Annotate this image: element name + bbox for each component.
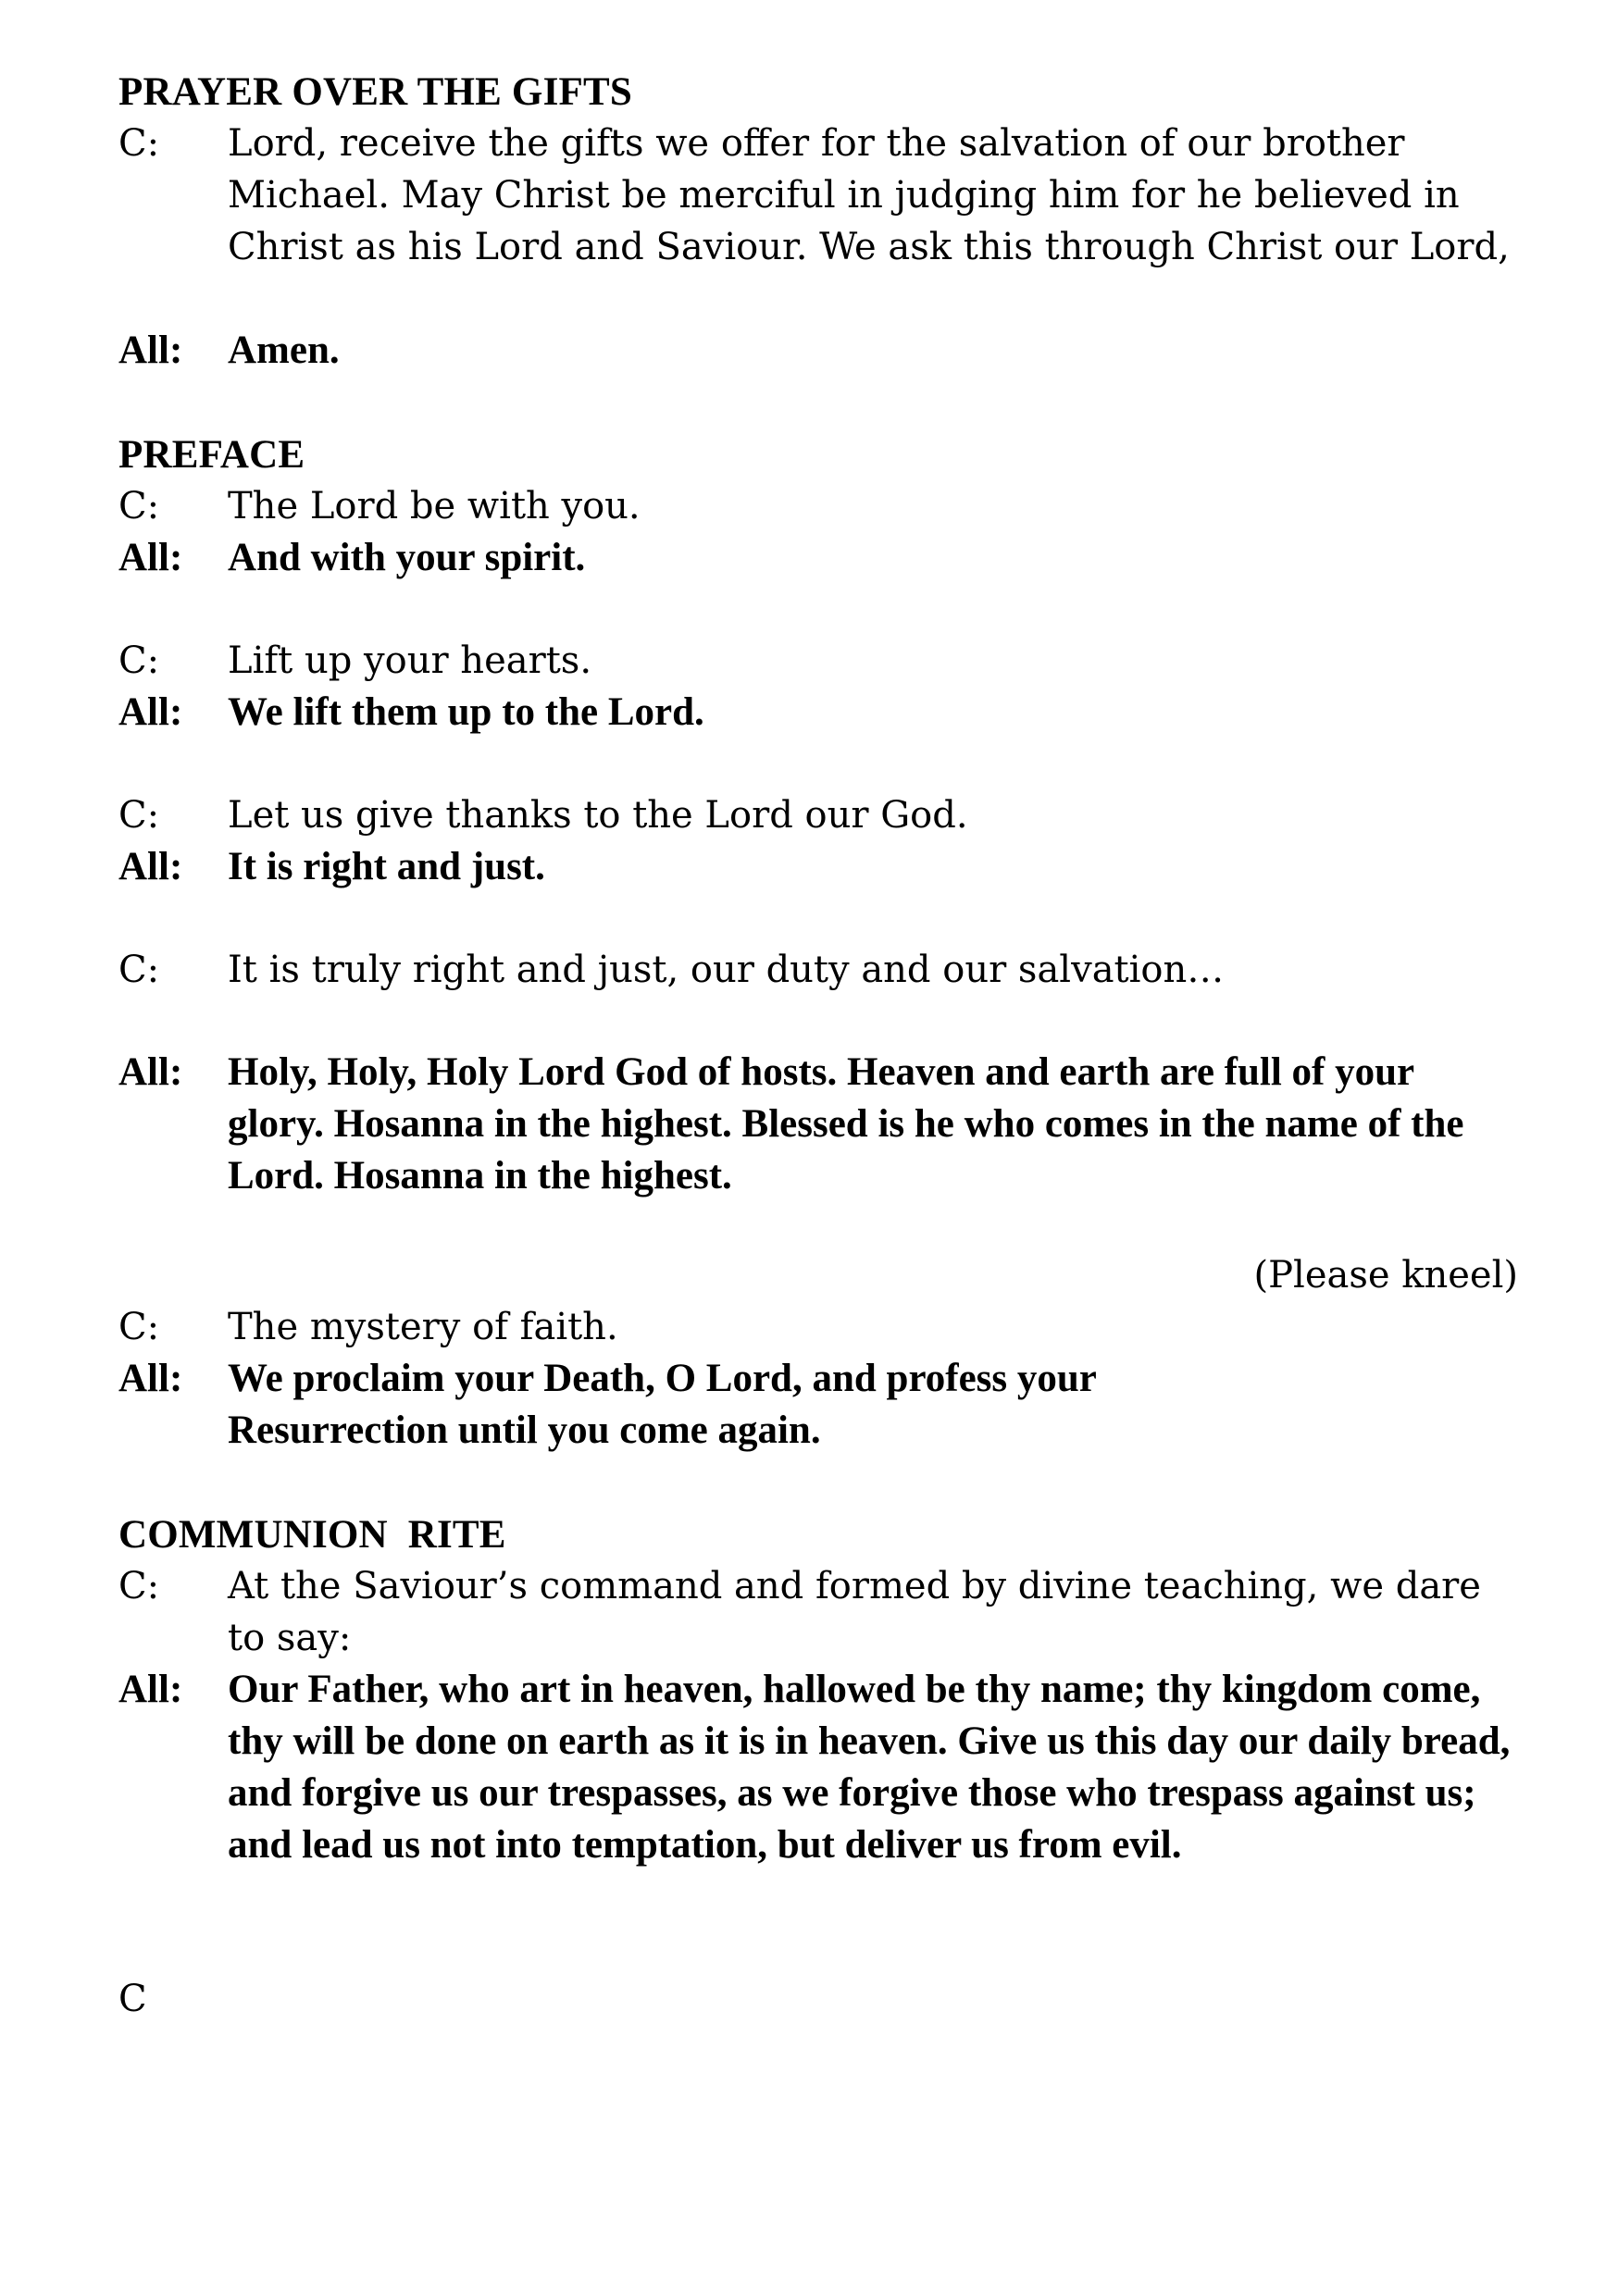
response-label: All: [118, 329, 183, 372]
priest-text: It is truly right and just, our duty and our salvation… [228, 949, 1225, 991]
section-heading-communion-rite: COMMUNION RITE [118, 1513, 506, 1557]
response-label: All: [118, 1357, 183, 1400]
priest-text: Lord, receive the gifts we offer for the salvation of our brother Michael. May Christ be merciful in judging him for he believed in Christ as his Lord and Saviour. We ask this through Christ our Lord, [228, 122, 1510, 268]
priest-line [118, 480, 1516, 532]
sanctus-line [118, 1047, 1516, 1202]
lords-prayer-line [118, 1664, 1516, 1871]
response-text: We lift them up to the Lord. [228, 690, 704, 734]
priest-text: Lift up your hearts. [228, 639, 592, 682]
priest-label: C: [118, 949, 160, 991]
kneel-instruction: (Please kneel) [1253, 1254, 1518, 1297]
section-heading-preface: PREFACE [118, 433, 305, 477]
priest-line [118, 1560, 1516, 1664]
response-text: And with your spirit. [228, 536, 586, 579]
priest-text: Let us give thanks to the Lord our God. [228, 794, 968, 837]
section-heading-prayer-over-gifts: PRAYER OVER THE GIFTS [118, 70, 632, 114]
priest-line [118, 118, 1516, 273]
priest-label: C: [118, 485, 160, 527]
response-label: All: [118, 536, 183, 579]
priest-text: The mystery of faith. [228, 1306, 618, 1348]
priest-text: At the Saviour’s command and formed by divine teaching, we dare to say: [228, 1565, 1481, 1659]
priest-label: C: [118, 639, 160, 682]
priest-label: C: [118, 1565, 160, 1607]
lords-prayer-text: Our Father, who art in heaven, hallowed be thy name; thy kingdom come, thy will be done on earth as it is in heaven. Give us this day our daily bread, and forgive us our trespasses, as we forgive those who trespass against us; and lead us not into temptation, but deliver us from evil. [228, 1668, 1511, 1867]
response-line [118, 532, 1516, 584]
priest-line [118, 1301, 1516, 1353]
priest-label: C: [118, 1306, 160, 1348]
response-label: All: [118, 1050, 183, 1094]
priest-line [118, 789, 1516, 841]
sanctus-text: Holy, Holy, Holy Lord God of hosts. Heaven and earth are full of your glory. Hosanna in the highest. Blessed is he who comes in the name of the Lord. Hosanna in the highest. [228, 1050, 1464, 1198]
priest-label: C [118, 1978, 147, 2020]
response-label: All: [118, 1668, 183, 1711]
response-label: All: [118, 845, 183, 888]
priest-line [118, 635, 1516, 687]
acclamation-text: We proclaim your Death, O Lord, and profess your Resurrection until you come again. [228, 1357, 1097, 1452]
response-line [118, 325, 1516, 377]
response-line [118, 687, 1516, 738]
response-label: All: [118, 690, 183, 734]
response-line [118, 841, 1516, 893]
priest-line [118, 944, 1516, 996]
priest-label: C: [118, 122, 160, 165]
response-text: Amen. [228, 329, 340, 372]
response-text: It is right and just. [228, 845, 545, 888]
priest-label: C: [118, 794, 160, 837]
priest-text: The Lord be with you. [228, 485, 641, 527]
acclamation-line [118, 1353, 1516, 1457]
